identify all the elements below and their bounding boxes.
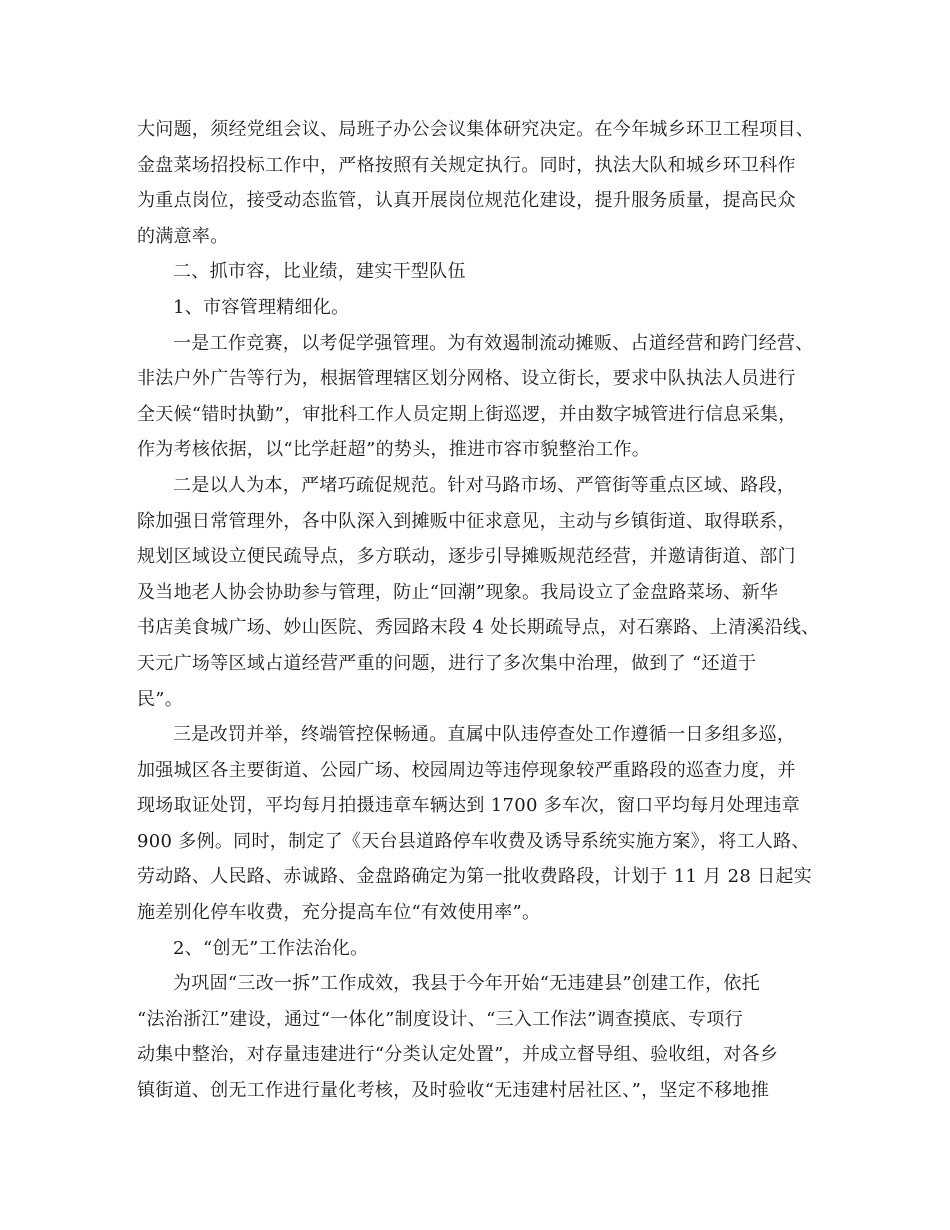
text-line: 及当地老人协会协助参与管理，防止“回潮”现象。我局设立了金盘路菜场、新华 <box>137 581 779 603</box>
text-line: 的满意率。 <box>137 225 229 247</box>
text-line: 天元广场等区域占道经营严重的问题，进行了多次集中治理，做到了 “还道于 <box>137 652 757 674</box>
text-line: 非法户外广告等行为，根据管理辖区划分网格、设立街长，要求中队执法人员进行 <box>137 368 796 390</box>
text-line: 为重点岗位，接受动态监管，认真开展岗位规范化建设，提升服务质量，提高民众 <box>137 190 796 212</box>
text-line: 规划区域设立便民疏导点，多方联动，逐步引导摊贩规范经营，并邀请街道、部门 <box>137 546 796 568</box>
text-line: 二、抓市容，比业绩，建实干型队伍 <box>173 261 466 283</box>
text-line: 900 多例。同时，制定了《天台县道路停车收费及诱导系统实施方案》，将工人路、 <box>137 830 810 852</box>
text-line: 施差别化停车收费，充分提高车位“有效使用率”。 <box>137 902 541 924</box>
text-line: 为巩固“三改一拆”工作成效，我县于今年开始“无违建县”创建工作，依托 <box>173 973 761 995</box>
text-line: 加强城区各主要街道、公园广场、校园周边等违停现象较严重路段的巡查力度，并 <box>137 759 796 781</box>
text-line: 书店美食城广场、妙山医院、秀园路末段 4 处长期疏导点，对石寨路、上清溪沿线、 <box>137 617 820 639</box>
text-line: 动集中整治，对存量违建进行“分类认定处置”，并成立督导组、验收组，对各乡 <box>137 1044 779 1066</box>
text-line: 除加强日常管理外，各中队深入到摊贩中征求意见，主动与乡镇街道、取得联系， <box>137 510 796 532</box>
text-line: 镇街道、创无工作进行量化考核，及时验收“无违建村居社区、”，坚定不移地推 <box>137 1080 770 1102</box>
text-line: 三是改罚并举，终端管控保畅通。直属中队违停查处工作遵循一日多组多巡， <box>173 724 796 746</box>
text-line: 现场取证处罚，平均每月拍摄违章车辆达到 1700 多车次，窗口平均每月处理违章 <box>137 795 800 817</box>
text-line: 大问题，须经党组会议、局班子办公会议集体研究决定。在今年城乡环卫工程项目、 <box>137 119 815 140</box>
text-line: 作为考核依据，以“比学赶超”的势头，推进市容市貌整治工作。 <box>137 439 651 461</box>
text-line: 民”。 <box>137 688 184 710</box>
text-line: 劳动路、人民路、赤诚路、金盘路确定为第一批收费路段，计划于 11 月 28 日起实 <box>137 866 812 888</box>
text-line: 金盘菜场招投标工作中，严格按照有关规定执行。同时，执法大队和城乡环卫科作 <box>137 154 796 176</box>
document-body <box>137 112 823 1109</box>
text-line: 二是以人为本，严堵巧疏促规范。针对马路市场、严管街等重点区域、路段， <box>173 474 796 496</box>
text-line: 一是工作竞赛，以考促学强管理。为有效遏制流动摊贩、占道经营和跨门经营、 <box>173 332 814 354</box>
text-line: 1、市容管理精细化。 <box>173 296 350 318</box>
text-line: 2、“创无”工作法治化。 <box>173 937 369 959</box>
text-line: “法治浙江”建设，通过“一体化”制度设计、“三入工作法”调查摸底、专项行 <box>137 1008 744 1030</box>
text-line: 全天候“错时执勤”，审批科工作人员定期上街巡逻，并由数字城管进行信息采集， <box>137 403 797 425</box>
